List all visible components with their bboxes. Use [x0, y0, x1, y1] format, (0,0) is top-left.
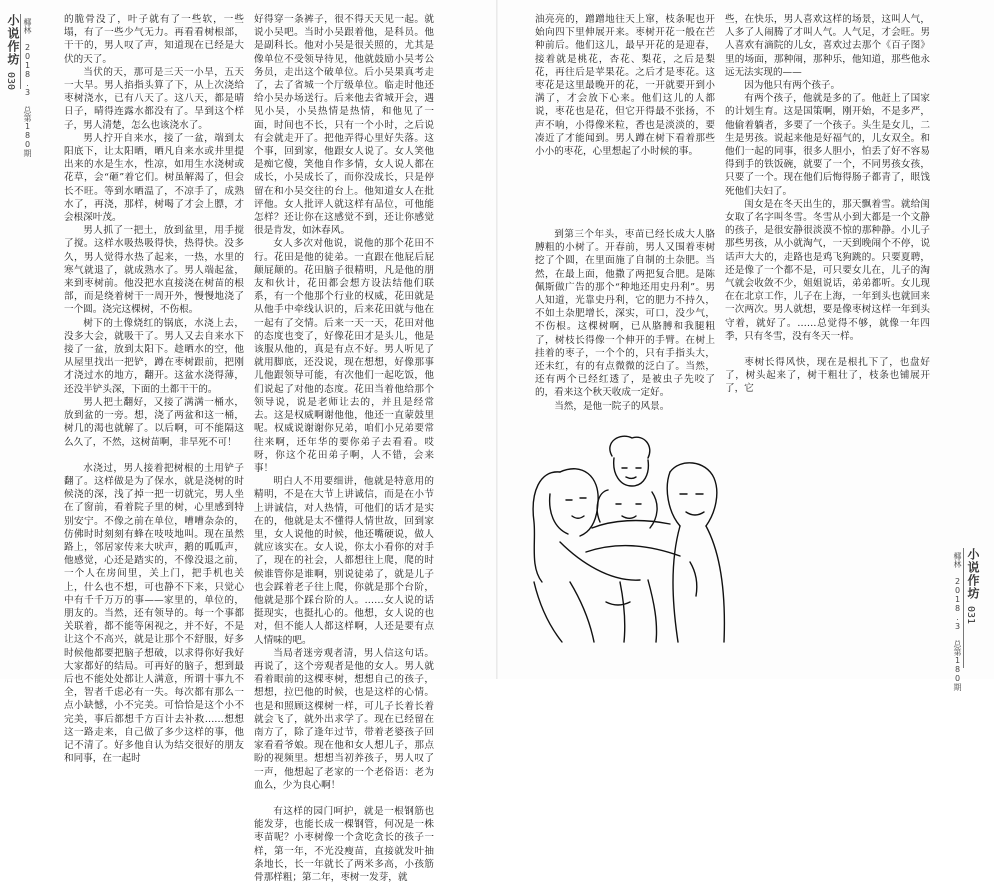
right-header-rule	[963, 548, 964, 668]
paragraph: 水浇过，男人接着把树根的土用铲子翻了。这样做是为了保水，就是浇树的时候浇的深，浅了掉一把一切就完，男人坐在了窗前，看着院子里的树，心里感到特别安宁。不像之前在单位，嘈嘈杂杂的，仿佛时时刻刻有蜂在吱吱地叫。现在虽然路上，邻居家传来大吠声，鹅的呱呱声，他感觉，心还是踏实的，不像没退之前，一个人在房间里，关上门，把手机也关上，什么也不想，可也静不下来，只觉心中有千千万万的事——家里的，单位的，朋友的。当然，还有领导的。每一个事都关联着，都不能等闲视之，并不好，不是让这个不高兴，就是让那个不舒服，好多时候他都要把脑子想破，以求得你好我好大家都好的结局。可再好的脑子，想到最后也不能处处都让人满意，所谓十事九不全，智者千虑必有一失。每次都有那么一点小缺憾，小不完美。可恰恰是这个小不完美，事后都想千方百计去补救……想想这一路走来，自己做了多少这样的事，他记不清了。好多他自认为结交很好的朋友和同事，在一起时	[64, 462, 244, 765]
right-section-header	[965, 548, 982, 624]
paragraph: 因为他只有两个孩子。	[744, 80, 841, 92]
right-page-number: 031	[965, 606, 976, 625]
paragraph: 的脆骨没了，叶子就有了一些软，一些塌，有了一些少气无力。再看看树根部，干干的，男人叹了声，知道现在已经是大伏的天了。	[64, 14, 244, 65]
paragraph: 有这样的园门呵护，就是一根钢筋也能发芽，也能长成一棵钢管，何况是一株枣苗呢？小枣树像一个贪吃贪长的孩子一样，第一年，不光没瘦苗，直接就发叶抽条地长，长一年就长了两米多高，小孩筋骨那样粗；第二年，枣树一发芽，就	[254, 805, 434, 883]
left-page-number: 030	[5, 72, 16, 91]
paragraph: 树下的土像烧红的锅底，水浇上去，没多大会，就吸干了。男人又去自来水下接了一盆，放到太阳下。趁晒水的空，他从屋里找出一把铲，蹲在枣树跟前，把刚才浇过水的地方，翻开。这盆水浇得薄，还没半铲头深，下面的土都干干的。	[64, 317, 244, 395]
text-column-2	[254, 13, 434, 883]
paragraph: 枣树长得风快，现在是根扎下了，也盘好了，树头起来了，树干粗壮了，枝条也铺展开了，它	[725, 357, 930, 395]
left-page-meta: 椰林 2018.3 总第180期	[23, 18, 32, 157]
text-column-3	[535, 13, 715, 218]
paragraph: 男人抓了一把土，放到盆里，用手搅了搅。这样水吸热吸得快，热得快。没多久，男人觉得水热了起来，一热，水里的寒气就退了，就成熟水了。男人端起盆，来到枣树前。他没把水直接浇在树苗的根部，而是绕着树干一周开外，慢慢地浇了一个圆。浇完这棵树，不伤根。	[64, 225, 244, 316]
left-page-meta-block	[22, 18, 33, 157]
paragraph: 好得穿一条裤子，很不得天天见一起。就说小吴吧。当时小吴跟着他，是科员。他是副科长。他对小吴是很关照的，尤其是像单位不受领导待见，他就鼓励小吴考公务员，走出这个破单位。后小吴果真考走了，去了省城一个厅级单位。临走时他还给小吴办场送行。后来他去省城开会，遇见小吴，小吴热情是热情，和他见了一面，时间也不长，只有一个小时，之后说有会就走开了。把他弄得心里好失落。这个事，回到家，他跟女人说了。女人笑他是痴它傻，笑他自作多情，女人说人都在成长，小吴成长了，而你没成长，只是停留在和小吴交往的台上。他知道女人在批评他。女人批评人就这样有品位，可他能怎样？还让你在这感觉不到，还让你感觉很是肯发，如沐春风。	[254, 14, 434, 237]
paragraph: 当局者迷旁观者清，男人信这句话。再说了，这个旁观者是他的女人。男人就看着眼前的这棵枣树，想想自己的孩子，想想，拉巴他的时候，也是这样的心情。也是和照顾这棵树一样，可儿子长着长着就会飞了，就外出求学了。现在已经留在南方了，除了逢年过节，带着老婆孩子回家看看爷娘。现在他和女人想儿子，那点盼的视频里。想想当初养孩子，男人叹了一声，他想起了老家的一个老俗语：老为血么，少为良心啊！	[254, 647, 434, 791]
paragraph: 当然，是他一院子的风景。	[554, 400, 670, 412]
paragraph: 当伏的天，那可是三天一小旱，五天一大旱。男人掐指头算了下，从上次浇给枣树浇水，已有八天了。这八天，都是晴日子，晴得连露水都没有了。旱到这个样子，男人清楚，怎么也该浇水了。	[64, 66, 244, 131]
paragraph: 有两个孩子，他就是多的了。他赶上了国家的计划生育。这是国策啊，刚开始，不是多严，他偷着躺者，多要了一个孩子。头生是女儿，二生是男孩。说起来他是好福气的，儿女双全。和他们一起的同事，很多人胆小，怕丢了好不容易得到手的铁饭碗，就要了一个，不同男孩女孩，只要了一个。现在他们后悔得肠子都青了，眼饯死他们夫妇了。	[725, 93, 930, 197]
right-page-meta: 椰林 2018.3 总第180期	[953, 552, 962, 691]
paragraph: 油亮亮的，蹭蹭地往天上窜，枝条呢也开始向四下里伸展开来。枣树开花一般在芒种前后。他们这儿，最早开花的是迎春，接着就是桃花，杏花、梨花，之后是梨花，再往后是苹果花。之后才是枣花。这枣花是这里最晚开的花，一开就要开到小满了，才会放下心来。他们这儿的人都说，枣花也是花，但它开得最不张扬，不声不响，小得像米粒，香也是淡淡的，要凑近了才能闻到。男人蹲在树下看着那些小小的枣花，心里想起了小时候的事。	[535, 14, 715, 158]
paragraph: 女人多次对他说，说他的那个花田不行。花田是他的徒弟。一直跟在他屁后屁颠屁颠的。花田脑子很精明，凡是他的朋友和伙计，花田都会想方设法结他们联系，有一个他那个行业的权威，花田就是从他手中牵线认识的，后来花田就与他在一起有了交情。后来一天一天，花田对他的态度也变了，好像花田才是头儿，他是该服从他的，真是有点不好。男人听见了就用脚底，还没说，现在想想，好像那事儿他跟领导可能，有次他们一起吃饭，他们说起了对他的态度。花田当着他给那个领导说，说是老师让去的，并且是经常去。这是权威啊谢他他，他还一直蒙鼓里呢。权威说谢谢你兄弟，咱们小兄弟要常往来啊，还年华的要你弟子去看看。哎呀，你这个花田弟子啊，人不错，会来事！	[254, 238, 434, 474]
paragraph: 到第三个年头，枣苗已经长成大人胳膊粗的小树了。开春前，男人又围着枣树挖了个圆，在里面施了自制的土杂肥。当然，在最上面，他撒了两把复合肥。是陈佩斯做广告的那个“种地还用史丹利”。男人知道，光靠史丹利，它的肥力不持久，不如土杂肥增长，深实，可口，没少气，不伤根。这棵树啊，已从胳膊和我腿粗了，树枝长得像一个伸开的手臂。在树上挂着的枣子，一个个的，只有手指头大，还未红，有的有点微微的泛白了。当然，还有两个已经红透了，是被虫子先咬了的，看来这个秋天收成一定好。	[535, 229, 715, 399]
paragraph: 男人拧开自来水，接了一盆，端到太阳底下，让太阳晒，晒凡自来水或井里提出来的水是生水，性凉，如用生水浇树或花草，会“砸”着它们。树虽解渴了，但会长不旺。等到水晒温了，不凉手了，成熟水了，再浇，那样，树喝了才会上膘，才会根深叶茂。	[64, 132, 244, 224]
right-section-title: 小说作坊	[966, 548, 980, 600]
left-header-rule	[20, 14, 21, 89]
paragraph: 闺女是在冬天出生的，那天飘着雪。就给闺女取了名字叫冬雪。冬雪从小到大都是一个文静的孩子，是很安静很淡漠不惊的那种静。小儿子那些男孩，从小就淘气，一天到晚闹个不停，说话声大大的，走路也是鸡飞狗跳的。只要夏聘，还是像了一个都不是，可只要女儿在，儿子的淘气就会收敛不少，姐姐说话，弟弟都听。女儿现在在北京工作，儿子在上海，一年到头也就回来一次两次。男人就想，要是像枣树这样一年到头守着，就好了。……总觉得不够，就像一年四季，只有冬雪，没有冬天一样。	[725, 198, 930, 342]
family-sketch-illustration	[520, 432, 730, 644]
paragraph: 男人把土翻好，又接了满满一桶水，放到盆的一旁。想，浇了两盆和这一桶，树几的渴也就解了。以后啊，可不能隔这么久了，不然，这树苗啊，非旱死不可！	[64, 396, 244, 448]
text-column-1	[64, 13, 244, 765]
text-column-4	[725, 13, 930, 667]
left-section-title: 小说作坊	[6, 14, 20, 66]
family-group-drawing	[520, 432, 730, 644]
page-gutter	[496, 0, 498, 679]
paragraph: 明白人不用要细讲，他就是特意用的精明，不是在大节上讲诚信，而是在小节上讲诚信，对人热情，可他们的话才是实在的，他就是太不懂得人情世故，回到家里，女人说他的时候，他还嘴硬说，做人就应该实在。女人说，你太小看你的对手了，现在的社会，人都想往上爬，爬的时候谁管你是谁啊，别说徒弟了，就是儿子也会踩着老子往上爬，你就是那个台阶，他就是那个踩台阶的人。……女人说的话挺现实，也挺扎心的。他想，女人说的也对，但不能人人都这样啊，人还是要有点人情味的吧。	[254, 476, 434, 646]
right-page-meta-block	[952, 552, 963, 691]
paragraph: 些，在快乐，男人喜欢这样的场景，这叫人气，人多了人闹腾了才叫人气。人气足，才会旺。男人喜欢有滴院的儿女，喜欢过去那个《百子图》里的场面，那种闹，那种乐，他知道，那些他永远无法实现的——	[725, 14, 930, 78]
